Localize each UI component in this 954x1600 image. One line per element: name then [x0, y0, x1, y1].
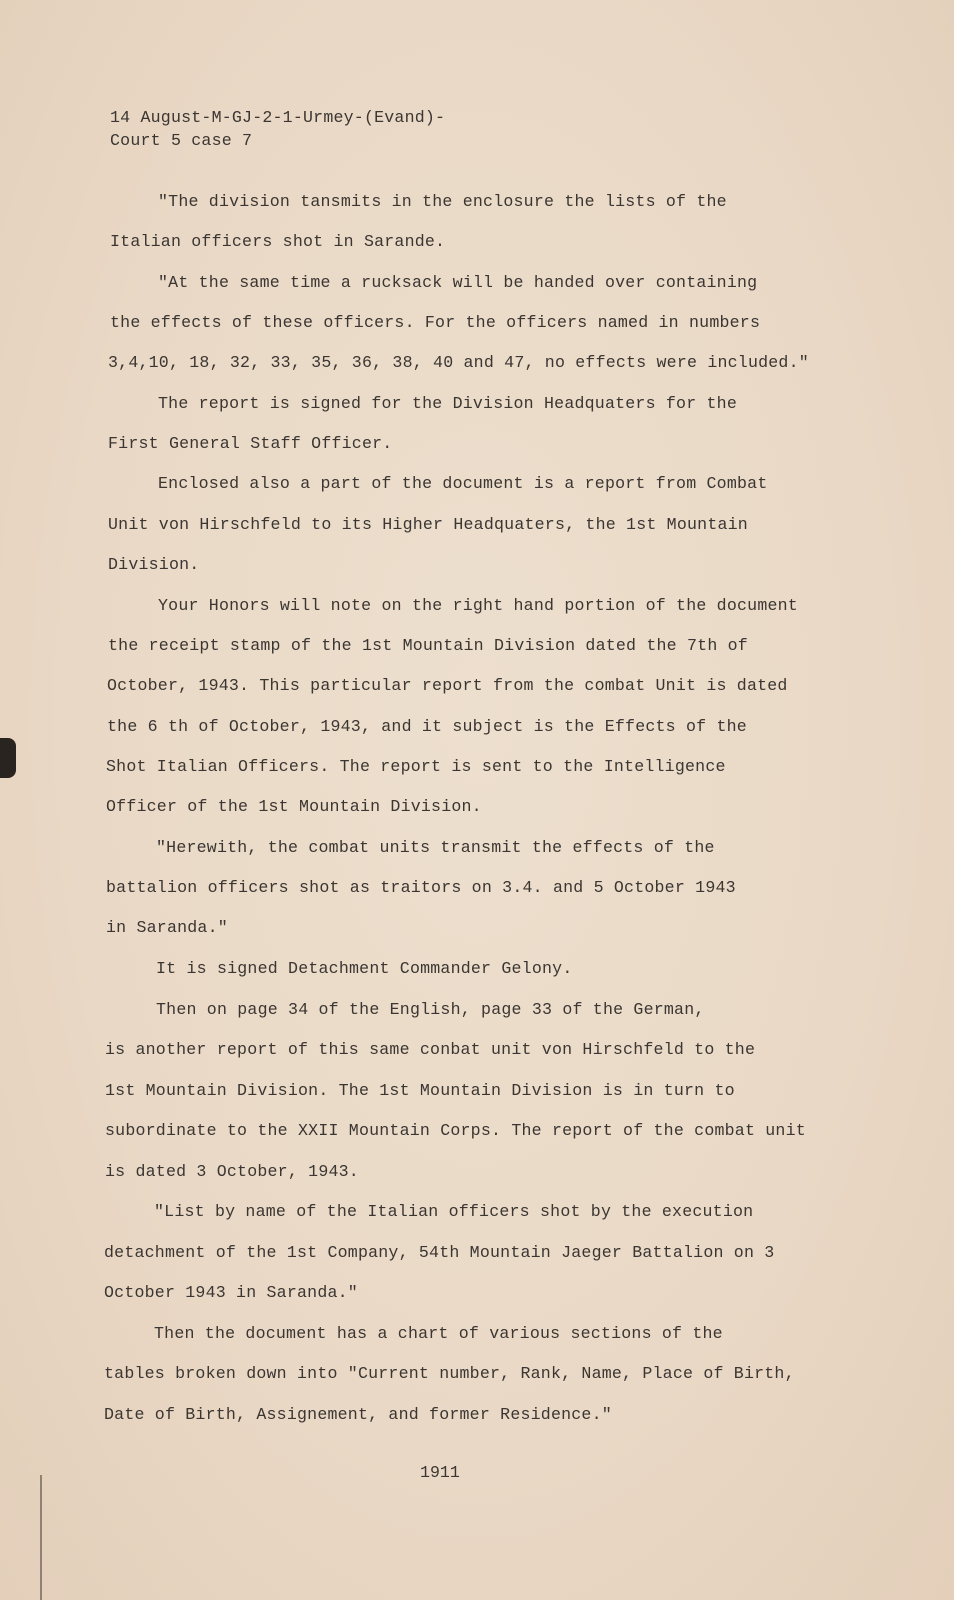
body-line: October, 1943. This particular report from the combat Unit is dated: [107, 676, 788, 695]
body-line: the receipt stamp of the 1st Mountain Division dated the 7th of: [108, 636, 748, 655]
body-line: the effects of these officers. For the officers named in numbers: [110, 313, 761, 332]
body-line: 3,4,10, 18, 32, 33, 35, 36, 38, 40 and 47, no effects were included.": [108, 353, 809, 372]
body-line: October 1943 in Saranda.": [104, 1283, 358, 1302]
body-line: subordinate to the XXII Mountain Corps. The report of the combat unit: [105, 1121, 806, 1140]
header-line-1: 14 August-M-GJ-2-1-Urmey-(Evand)-: [110, 108, 446, 127]
body-line: The report is signed for the Division Headquaters for the: [158, 394, 737, 413]
body-line: the 6 th of October, 1943, and it subject is the Effects of the: [107, 717, 747, 736]
body-line: "List by name of the Italian officers shot by the execution: [154, 1202, 754, 1221]
body-line: is dated 3 October, 1943.: [105, 1162, 359, 1181]
body-line: Your Honors will note on the right hand portion of the document: [158, 596, 798, 615]
body-line: battalion officers shot as traitors on 3.4. and 5 October 1943: [106, 878, 736, 897]
body-line: Enclosed also a part of the document is a report from Combat: [158, 474, 768, 493]
binding-edge-mark: [0, 738, 16, 778]
body-line: Date of Birth, Assignement, and former Residence.": [104, 1405, 612, 1424]
body-line: "Herewith, the combat units transmit the effects of the: [156, 838, 715, 857]
body-line: 1st Mountain Division. The 1st Mountain Division is in turn to: [105, 1081, 735, 1100]
body-line: "The division tansmits in the enclosure the lists of the: [158, 192, 727, 211]
body-line: Officer of the 1st Mountain Division.: [106, 797, 482, 816]
body-line: Then the document has a chart of various sections of the: [154, 1324, 723, 1343]
header-line-2: Court 5 case 7: [110, 131, 253, 150]
body-line: Then on page 34 of the English, page 33 of the German,: [156, 1000, 705, 1019]
body-line: Division.: [108, 555, 200, 574]
body-line: tables broken down into "Current number, Rank, Name, Place of Birth,: [104, 1364, 795, 1383]
page-edge-line: [40, 1475, 42, 1600]
body-line: is another report of this same conbat unit von Hirschfeld to the: [105, 1040, 756, 1059]
body-line: It is signed Detachment Commander Gelony.: [156, 959, 573, 978]
body-line: Shot Italian Officers. The report is sent to the Intelligence: [106, 757, 726, 776]
body-line: "At the same time a rucksack will be handed over containing: [158, 273, 758, 292]
page-number: 1911: [420, 1463, 460, 1482]
body-line: in Saranda.": [106, 918, 228, 937]
body-line: First General Staff Officer.: [108, 434, 393, 453]
body-line: Unit von Hirschfeld to its Higher Headquaters, the 1st Mountain: [108, 515, 748, 534]
body-line: detachment of the 1st Company, 54th Mountain Jaeger Battalion on 3: [104, 1243, 775, 1262]
body-line: Italian officers shot in Sarande.: [110, 232, 446, 251]
